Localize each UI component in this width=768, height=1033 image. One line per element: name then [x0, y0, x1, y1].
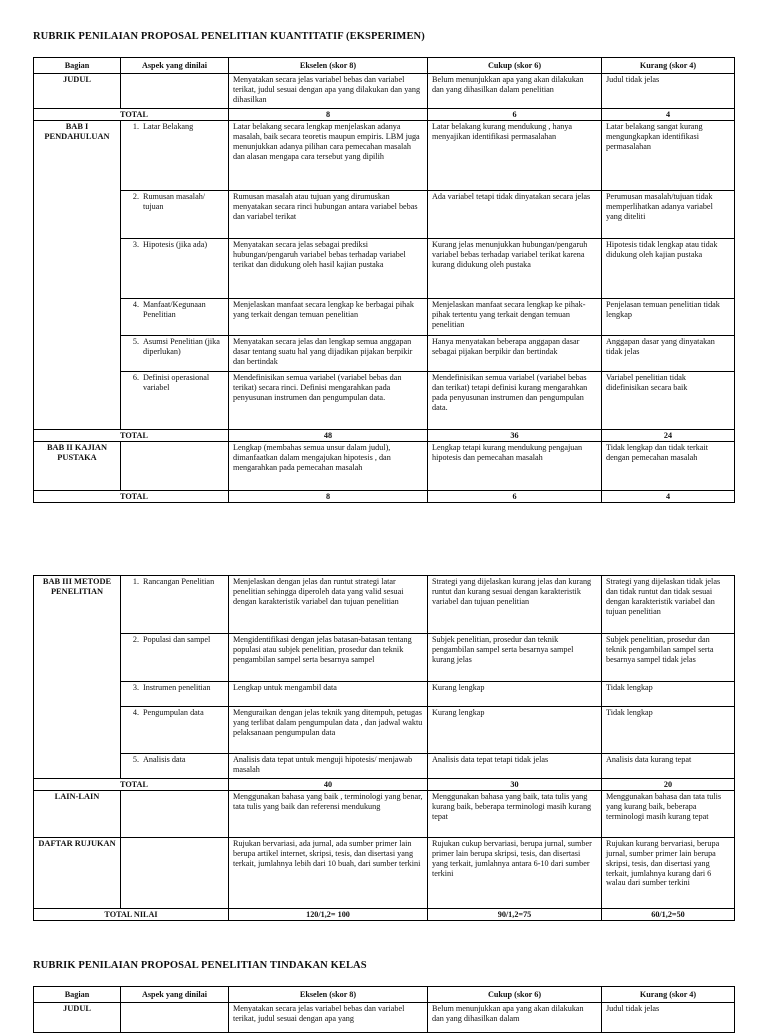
- cukup-cell: Analisis data tepat tetapi tidak jelas: [428, 754, 602, 779]
- total-ekselen: 40: [229, 779, 428, 791]
- ekselen-cell: Latar belakang secara lengkap menjelaskan adanya masalah, baik secara teoretis maupun empiris. LBM juga menunjukkan adanya pilihan cara pemecahan masalah dan alasan mengapa cara tersebut yang dipilih: [229, 121, 428, 191]
- total-cukup: 36: [428, 430, 602, 442]
- ekselen-cell: Menyatakan secara jelas sebagai prediksi hubungan/pengaruh variabel bebas terhadap variabel terikat dan didukung oleh hasil kajian pustaka: [229, 239, 428, 299]
- document-title-kuantitatif: RUBRIK PENILAIAN PROPOSAL PENELITIAN KUANTITATIF (EKSPERIMEN): [33, 31, 425, 42]
- total-row-bab3: [34, 779, 735, 791]
- bab1-row-hipotesis: [34, 239, 735, 299]
- header-kurang: Kurang (skor 4): [602, 58, 735, 74]
- bagian-judul: JUDUL: [34, 1003, 121, 1033]
- ekselen-cell: Lengkap (membahas semua unsur dalam judul), dimanfaatkan dalam mengajukan hipotesis , dan mengarahkan pada pemecahan masalah: [229, 442, 428, 491]
- bagian-bab3: BAB III METODE PENELITIAN: [34, 576, 121, 779]
- bagian-bab1: BAB I PENDAHULUAN: [34, 121, 121, 430]
- header-aspek: Aspek yang dinilai: [121, 987, 229, 1003]
- total-row-bab1: [34, 430, 735, 442]
- total-kurang: 4: [602, 491, 735, 503]
- aspek-cell: 2. Populasi dan sampel: [121, 634, 229, 682]
- aspek-cell: 5. Asumsi Penelitian (jika diperlukan): [121, 336, 229, 372]
- aspek-cell: 5. Analisis data: [121, 754, 229, 779]
- kurang-cell: Judul tidak jelas: [602, 1003, 735, 1033]
- kurang-cell: Tidak lengkap: [602, 707, 735, 754]
- total-nilai-label: TOTAL NILAI: [34, 909, 229, 921]
- kurang-cell: Tidak lengkap: [602, 682, 735, 707]
- aspek-cell: 1. Latar Belakang: [121, 121, 229, 191]
- total-label: TOTAL: [34, 430, 229, 442]
- ekselen-cell: Mendefinisikan semua variabel (variabel bebas dan terikat) secara rinci. Definisi mengarahkan pada penyusunan instrumen dan pengumpulan data.: [229, 372, 428, 430]
- table-header-row: [34, 987, 735, 1003]
- cukup-cell: Rujukan cukup bervariasi, berupa jurnal, sumber primer lain berupa skripsi, tesis, dan disertasi yang terkait, jumlahnya antara 6-10 dari sumber terkini: [428, 838, 602, 909]
- cukup-cell: Lengkap tetapi kurang mendukung pengajuan hipotesis dan pemecahan masalah: [428, 442, 602, 491]
- header-cukup: Cukup (skor 6): [428, 58, 602, 74]
- header-cukup: Cukup (skor 6): [428, 987, 602, 1003]
- bagian-daftar-rujukan: DAFTAR RUJUKAN: [34, 838, 121, 909]
- kurang-cell: Perumusan masalah/tujuan tidak memperlihatkan adanya variabel yang diteliti: [602, 191, 735, 239]
- daftar-rujukan-row: [34, 838, 735, 909]
- total-row-bab2: [34, 491, 735, 503]
- total-label: TOTAL: [34, 491, 229, 503]
- aspek-cell: 4. Manfaat/Kegunaan Penelitian: [121, 299, 229, 336]
- kurang-cell: Analisis data kurang tepat: [602, 754, 735, 779]
- bab3-row-instrumen: [34, 682, 735, 707]
- kurang-cell: Penjelasan temuan penelitian tidak lengkap: [602, 299, 735, 336]
- header-ekselen: Ekselen (skor 8): [229, 987, 428, 1003]
- ekselen-cell: Rujukan bervariasi, ada jurnal, ada sumber primer lain berupa artikel internet, skripsi, tesis, dan disertasi yang terkait, jumlahnya lebih dari 10 buah, dari sumber terkini: [229, 838, 428, 909]
- aspek-cell-empty: [121, 838, 229, 909]
- bab3-row-rancangan: [34, 576, 735, 634]
- bab1-row-rumusan-masalah: [34, 191, 735, 239]
- cukup-cell: Menjelaskan manfaat secara lengkap ke pihak-pihak tertentu yang terkait dengan temuan penelitian: [428, 299, 602, 336]
- aspek-cell: 6. Definisi operasional variabel: [121, 372, 229, 430]
- ekselen-cell: Mengidentifikasi dengan jelas batasan-batasan tentang populasi atau subjek penelitian, prosedur dan teknik pengambilan sampel serta besarnya sampel: [229, 634, 428, 682]
- bagian-lain-lain: LAIN-LAIN: [34, 791, 121, 838]
- kurang-cell: Latar belakang sangat kurang mengungkapkan identifikasi permasalahan: [602, 121, 735, 191]
- ekselen-cell: Menggunakan bahasa yang baik , terminologi yang benar, tata tulis yang baik dan referensi mendukung: [229, 791, 428, 838]
- kurang-cell: Strategi yang dijelaskan tidak jelas dan tidak runtut dan tidak sesuai dengan karakteristik variabel dan tujuan penelitian: [602, 576, 735, 634]
- table-header-row: [34, 58, 735, 74]
- ekselen-cell: Analisis data tepat untuk menguji hipotesis/ menjawab masalah: [229, 754, 428, 779]
- total-cukup: 30: [428, 779, 602, 791]
- kurang-cell: Rujukan kurang bervariasi, berupa jurnal, sumber primer lain berupa skripsi, tesis, dan disertasi yang terkait, jumlahnya kurang dari 6 walau dari sumber terkini: [602, 838, 735, 909]
- bab1-row-definisi: [34, 372, 735, 430]
- aspek-cell: 1. Rancangan Penelitian: [121, 576, 229, 634]
- total-kurang: 24: [602, 430, 735, 442]
- kurang-cell: Menggunakan bahasa dan tata tulis yang kurang baik, beberapa terminologi masih kurang tepat: [602, 791, 735, 838]
- total-kurang: 4: [602, 109, 735, 121]
- bab3-row-analisis: [34, 754, 735, 779]
- kurang-cell: Subjek penelitian, prosedur dan teknik pengambilan sampel serta besarnya sampel tidak jelas: [602, 634, 735, 682]
- lain-lain-row: [34, 791, 735, 838]
- aspek-cell: 3. Instrumen penelitian: [121, 682, 229, 707]
- cukup-cell: Kurang jelas menunjukkan hubungan/pengaruh variabel bebas terhadap variabel terikat karena kurang didukung oleh pustaka: [428, 239, 602, 299]
- cukup-cell: Latar belakang kurang mendukung , hanya menyajikan identifikasi permasalahan: [428, 121, 602, 191]
- cukup-cell: Kurang lengkap: [428, 682, 602, 707]
- total-cukup: 6: [428, 109, 602, 121]
- total-label: TOTAL: [34, 109, 229, 121]
- total-nilai-ekselen: 120/1,2= 100: [229, 909, 428, 921]
- ekselen-cell: Lengkap untuk mengambil data: [229, 682, 428, 707]
- cukup-cell: Subjek penelitian, prosedur dan teknik pengambilan sampel serta besarnya sampel kurang jelas: [428, 634, 602, 682]
- rubric-table-ptk: [33, 986, 735, 1033]
- aspek-cell-empty: [121, 442, 229, 491]
- rubric-table-kuantitatif-part2: [33, 575, 735, 921]
- cukup-cell: Ada variabel tetapi tidak dinyatakan secara jelas: [428, 191, 602, 239]
- ekselen-cell: Menyatakan secara jelas dan lengkap semua anggapan dasar tentang suatu hal yang dijadikan pijakan berpikir dan bertindak: [229, 336, 428, 372]
- kurang-cell: Variabel penelitian tidak didefinisikan secara baik: [602, 372, 735, 430]
- ekselen-cell: Rumusan masalah atau tujuan yang dirumuskan menyatakan secara rinci hubungan antara variabel bebas dan variabel terikat: [229, 191, 428, 239]
- header-bagian: Bagian: [34, 987, 121, 1003]
- document-title-ptk: RUBRIK PENILAIAN PROPOSAL PENELITIAN TINDAKAN KELAS: [33, 960, 367, 971]
- ekselen-cell: Menjelaskan manfaat secara lengkap ke berbagai pihak yang terkait dengan temuan penelitian: [229, 299, 428, 336]
- cukup-cell: Belum menunjukkan apa yang akan dilakukan dan yang dihasilkan dalam: [428, 1003, 602, 1033]
- bab3-row-pengumpulan: [34, 707, 735, 754]
- aspek-cell: 4. Pengumpulan data: [121, 707, 229, 754]
- bab1-row-manfaat: [34, 299, 735, 336]
- header-bagian: Bagian: [34, 58, 121, 74]
- ekselen-cell: Menyatakan secara jelas variabel bebas dan variabel terikat, judul sesuai dengan apa yang: [229, 1003, 428, 1033]
- total-cukup: 6: [428, 491, 602, 503]
- cukup-cell: Menggunakan bahasa yang baik, tata tulis yang kurang baik, beberapa terminologi masih kurang tepat: [428, 791, 602, 838]
- total-ekselen: 8: [229, 109, 428, 121]
- total-ekselen: 8: [229, 491, 428, 503]
- total-ekselen: 48: [229, 430, 428, 442]
- ekselen-cell: Menjelaskan dengan jelas dan runtut strategi latar penelitian sehingga diperoleh data yang valid sesuai dengan karakteristik variabel dan tujuan penelitian: [229, 576, 428, 634]
- bagian-bab2: BAB II KAJIAN PUSTAKA: [34, 442, 121, 491]
- aspek-cell-empty: [121, 74, 229, 109]
- total-row-judul: [34, 109, 735, 121]
- bab2-row: [34, 442, 735, 491]
- ekselen-cell: Menyatakan secara jelas variabel bebas dan variabel terikat, judul sesuai dengan apa yang dilakukan dan yang dihasilkan: [229, 74, 428, 109]
- cukup-cell: Hanya menyatakan beberapa anggapan dasar sebagai pijakan berpikir dan bertindak: [428, 336, 602, 372]
- header-aspek: Aspek yang dinilai: [121, 58, 229, 74]
- cukup-cell: Strategi yang dijelaskan kurang jelas dan kurang runtut dan kurang sesuai dengan karakteristik variabel dan tujuan penelitian: [428, 576, 602, 634]
- header-ekselen: Ekselen (skor 8): [229, 58, 428, 74]
- cukup-cell: Mendefinisikan semua variabel (variabel bebas dan terikat) tetapi definisi kurang mengarahkan pada penyusunan instrumen dan pengumpulan data.: [428, 372, 602, 430]
- judul-row: [34, 74, 735, 109]
- aspek-cell: 3. Hipotesis (jika ada): [121, 239, 229, 299]
- total-kurang: 20: [602, 779, 735, 791]
- aspek-cell: 2. Rumusan masalah/ tujuan: [121, 191, 229, 239]
- cukup-cell: Kurang lengkap: [428, 707, 602, 754]
- aspek-cell-empty: [121, 1003, 229, 1033]
- total-label: TOTAL: [34, 779, 229, 791]
- rubric-table-kuantitatif-part1: [33, 57, 735, 503]
- bab1-row-latar-belakang: [34, 121, 735, 191]
- kurang-cell: Judul tidak jelas: [602, 74, 735, 109]
- total-nilai-kurang: 60/1,2=50: [602, 909, 735, 921]
- bab3-row-populasi: [34, 634, 735, 682]
- bagian-judul: JUDUL: [34, 74, 121, 109]
- total-nilai-cukup: 90/1,2=75: [428, 909, 602, 921]
- aspek-cell-empty: [121, 791, 229, 838]
- header-kurang: Kurang (skor 4): [602, 987, 735, 1003]
- bab1-row-asumsi: [34, 336, 735, 372]
- kurang-cell: Tidak lengkap dan tidak terkait dengan pemecahan masalah: [602, 442, 735, 491]
- kurang-cell: Hipotesis tidak lengkap atau tidak didukung oleh kajian pustaka: [602, 239, 735, 299]
- kurang-cell: Anggapan dasar yang dinyatakan tidak jelas: [602, 336, 735, 372]
- ekselen-cell: Menguraikan dengan jelas teknik yang ditempuh, petugas yang terlibat dalam pengumpulan data , dan jadwal waktu pelaksanaan pengumpulan data: [229, 707, 428, 754]
- judul-row: [34, 1003, 735, 1033]
- cukup-cell: Belum menunjukkan apa yang akan dilakukan dan yang dihasilkan dalam penelitian: [428, 74, 602, 109]
- total-nilai-row: [34, 909, 735, 921]
